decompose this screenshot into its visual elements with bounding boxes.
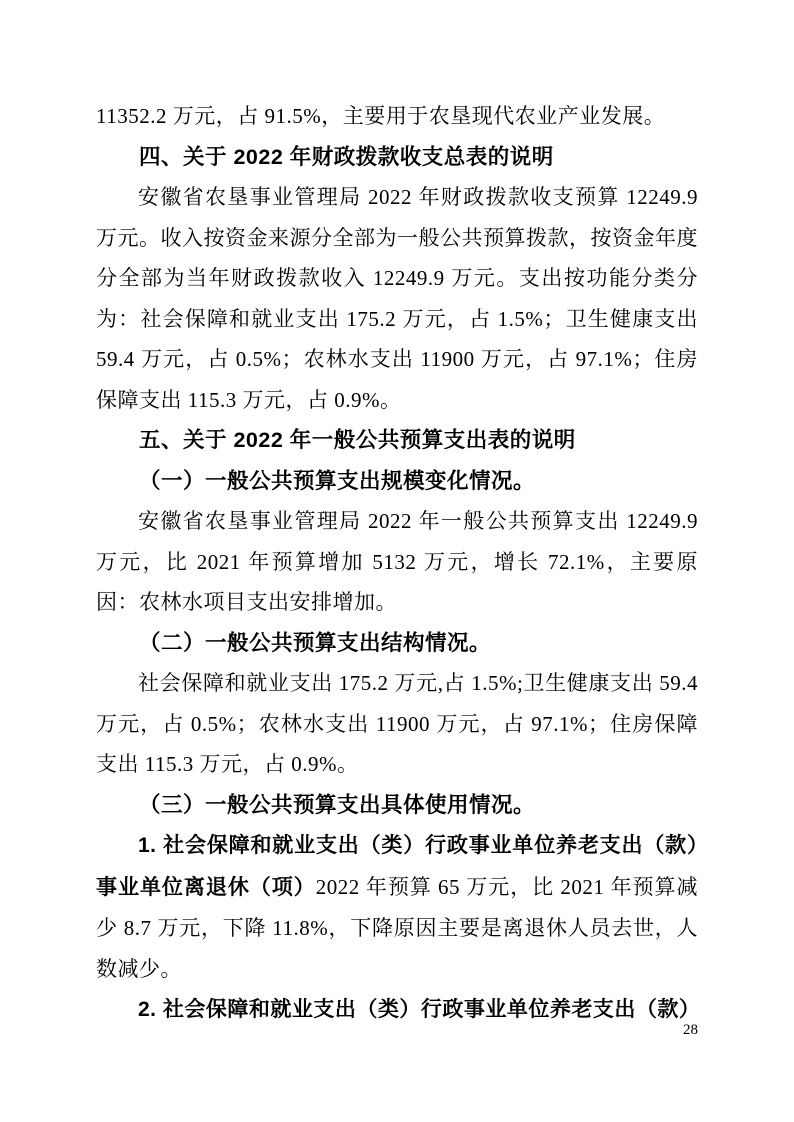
section-4-paragraph: 安徽省农垦事业管理局 2022 年财政拨款收支预算 12249.9 万元。收入按资金来源分全部为一般公共预算拨款，按资金年度分全部为当年财政拨款收入 12249.9 万元。支出按功能分类分为：社会保障和就业支出 175.2 万元，占 1.5%；卫生健康支出 59.4 万元，占 0.5%；农林水支出 11900 万元，占 97.1%；住房保障支出 115.3 万元，占 0.9%。	[96, 185, 698, 412]
page-number: 28	[683, 1022, 698, 1038]
item-1-rest: 2022 年预算 65 万元，比 2021 年预算减少 8.7 万元，下降 11.8%，下降原因主要是离退休人员去世，人数减少。	[96, 874, 699, 981]
item-1-paragraph	[96, 825, 698, 989]
subsection-1-paragraph: 安徽省农垦事业管理局 2022 年一般公共预算支出 12249.9 万元，比 2021 年预算增加 5132 万元，增长 72.1%，主要原因：农林水项目支出安排增加。	[96, 509, 698, 614]
section-heading-5: 五、关于 2022 年一般公共预算支出表的说明	[139, 428, 576, 452]
document-content	[96, 96, 701, 1031]
subsection-2-paragraph: 社会保障和就业支出 175.2 万元,占 1.5%;卫生健康支出 59.4 万元，占 0.5%；农林水支出 11900 万元，占 97.1%；住房保障支出 115.3 万元，占 0.9%。	[96, 671, 698, 776]
subsection-1-title: （一）一般公共预算支出规模变化情况。	[139, 468, 536, 493]
item-2-paragraph	[96, 989, 701, 1031]
item-1-lead: 1. 社会保障和就业支出（类）行政事业单位养老支出（款）事业单位离退休（项）	[96, 834, 698, 899]
item-2-lead: 2. 社会保障和就业支出（类）行政事业单位养老支出（款）	[138, 998, 701, 1021]
section-heading-4: 四、关于 2022 年财政拨款收支总表的说明	[139, 144, 554, 169]
paragraph-continuation: 11352.2 万元，占 91.5%，主要用于农垦现代农业产业发展。	[96, 104, 666, 128]
subsection-2-title: （二）一般公共预算支出结构情况。	[139, 630, 492, 655]
subsection-3-title: （三）一般公共预算支出具体使用情况。	[139, 792, 536, 817]
